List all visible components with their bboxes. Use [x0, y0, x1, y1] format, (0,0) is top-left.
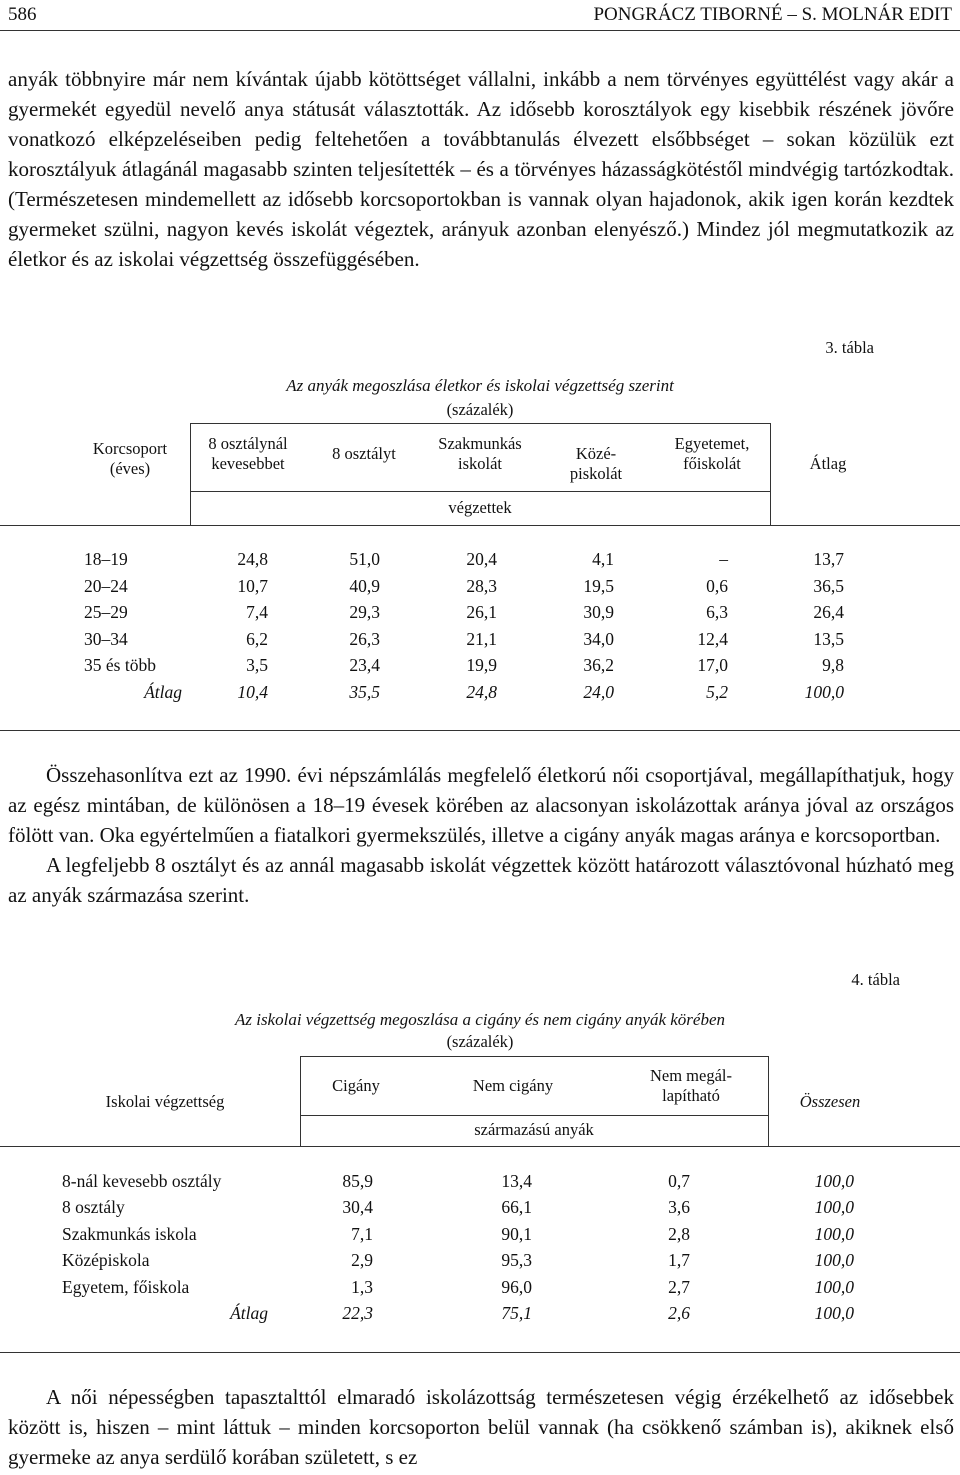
paragraph-2b-text: A legfeljebb 8 osztályt és az annál magasabb iskolát végzettek között határozott választóvonal húzható meg az anyák származása szerint.	[8, 853, 954, 907]
table-3-header-span: végzettek	[448, 498, 512, 517]
table-4-unit: (százalék)	[446, 1032, 514, 1051]
table-3-cell: 36,2	[583, 655, 614, 676]
table-3-unit: (százalék)	[446, 400, 514, 419]
table-4-cell: 100,0	[814, 1303, 854, 1323]
table-3-cell: 40,9	[349, 575, 380, 596]
table-3-header-bottom-rule	[0, 525, 960, 526]
table-3-bottom-rule	[0, 730, 960, 731]
paragraph-3	[8, 1382, 954, 1472]
table-4-row-label: Középiskola	[62, 1250, 150, 1271]
table-4-row-label: 8 osztály	[62, 1197, 125, 1218]
table-3-cell: 26,1	[466, 602, 497, 623]
table-3-header-col3: Szakmunkás iskolát	[438, 434, 522, 473]
table-4-cell: 100,0	[814, 1223, 854, 1244]
table-4-cell: 1,7	[668, 1250, 690, 1271]
table-3-span-rule	[190, 491, 770, 492]
table-4-cell: 2,7	[668, 1276, 690, 1297]
paragraph-2	[8, 760, 954, 910]
table-4-cell: 100,0	[814, 1250, 854, 1271]
table-3-cell: 24,8	[237, 549, 268, 569]
table-4-top-rule	[300, 1056, 768, 1057]
table-3-header-col2: 8 osztályt	[332, 444, 396, 463]
table-3-cell: 35,5	[349, 682, 380, 702]
table-3-cell: 24,8	[466, 682, 497, 702]
paragraph-2-text: Összehasonlítva ezt az 1990. évi népszámlálás megfelelő életkorú női csoportjával, megállapíthatjuk, hogy az egész mintában, de különösen a 18–19 évesek körében az alacsonyan iskolázottak aránya jóval az országos fölött van. Oka egyértelműen a fiatalkori gyermekszülés, illetve a cigány anyák magas aránya e korcsoportban.	[8, 763, 954, 847]
table-4-header-span: származású anyák	[474, 1120, 594, 1139]
table-3-header-age: Korcsoport (éves)	[92, 439, 168, 478]
table-3-row-label: 30–34	[84, 628, 128, 649]
table-3-cell: 10,7	[237, 575, 268, 596]
table-3-row-label: 25–29	[84, 602, 128, 623]
table-3-number: 3. tábla	[825, 338, 874, 357]
table-4-cell: 2,8	[668, 1223, 690, 1244]
table-3-cell: 3,5	[246, 655, 268, 676]
paragraph-1	[8, 64, 954, 274]
table-3-cell: 30,9	[583, 602, 614, 623]
table-3-cell: 9,8	[822, 655, 844, 676]
table-4-cell: 2,9	[351, 1250, 373, 1271]
table-3-cell: –	[719, 549, 728, 569]
table-4-cell: 100,0	[814, 1171, 854, 1191]
table-3-cell: 13,5	[813, 628, 844, 649]
table-4-header-col1: Cigány	[332, 1076, 380, 1095]
table-4-cell: 100,0	[814, 1276, 854, 1297]
table-3-cell: 28,3	[466, 575, 497, 596]
table-4-header-col2: Nem cigány	[472, 1076, 554, 1095]
table-4-span-rule	[300, 1115, 768, 1116]
table-3-cell: 19,5	[583, 575, 614, 596]
table-3-cell: 13,7	[813, 549, 844, 569]
table-3-cell: 29,3	[349, 602, 380, 623]
table-3-cell: 7,4	[246, 602, 268, 623]
table-4-row-label: Egyetem, főiskola	[62, 1276, 190, 1297]
table-3-cell: 0,6	[706, 575, 728, 596]
table-4-header-bottom-rule	[0, 1146, 960, 1147]
table-4-row-label: Átlag	[230, 1303, 268, 1323]
table-4-bottom-rule	[0, 1352, 960, 1353]
table-3-header-col1: 8 osztálynál kevesebbet	[208, 434, 288, 473]
table-3-cell: 4,1	[592, 549, 614, 569]
table-3-cell: 20,4	[466, 549, 497, 569]
table-3-cell: 21,1	[466, 628, 497, 649]
table-3-cell: 12,4	[697, 628, 728, 649]
table-3-caption: Az anyák megoszlása életkor és iskolai végzettség szerint	[286, 376, 674, 395]
table-3-row-label: 18–19	[84, 549, 128, 569]
table-4-cell: 90,1	[501, 1223, 532, 1244]
table-3-header-col6: Átlag	[809, 454, 847, 473]
table-4-header-label: Iskolai végzettség	[105, 1092, 225, 1111]
table-4-caption: Az iskolai végzettség megoszlása a cigány és nem cigány anyák körében	[234, 1010, 726, 1029]
table-4-cell: 3,6	[668, 1197, 690, 1218]
table-3-cell: 23,4	[349, 655, 380, 676]
table-4-cell: 2,6	[668, 1303, 690, 1323]
table-3-cell: 26,4	[813, 602, 844, 623]
table-4-cell: 95,3	[501, 1250, 532, 1271]
table-4-cell: 85,9	[342, 1171, 373, 1191]
header-rule	[0, 30, 960, 31]
table-3-cell: 6,3	[706, 602, 728, 623]
table-4-header-col4: Összesen	[799, 1092, 861, 1111]
table-4-cell: 22,3	[342, 1303, 373, 1323]
table-4-cell: 7,1	[351, 1223, 373, 1244]
table-4-header-col3: Nem megál- lapítható	[649, 1066, 732, 1105]
table-3-cell: 34,0	[583, 628, 614, 649]
table-3-cell: 17,0	[697, 655, 728, 676]
table-4-cell: 96,0	[501, 1276, 532, 1297]
table-3-top-rule	[190, 423, 770, 424]
table-4-cell: 0,7	[668, 1171, 690, 1191]
table-4-cell: 75,1	[501, 1303, 532, 1323]
paragraph-1-text: anyák többnyire már nem kívántak újabb kötöttséget vállalni, inkább a nem törvényes együttélést vagy akár a gyermekét egyedül nevelő anya státusát választották. Az idősebb korosztályok egy kisebbik részének jövőre vonatkozó elképzeléseiben pedig feltehetően a továbbtanulás élvezett elsőbbséget – sokan közülük ezt korosztályuk átlagánál magasabb szinten teljesítették – és a törvényes házasságkötéstől mindvégig tartózkodtak. (Természetesen mindemellett az idősebb korcsoportokban is vannak olyan hajadonok, akik igen korán kezdtek gyermeket szülni, nagyon kevés iskolát végeztek, arányuk azonban elenyésző.) Mindez jól megmutatkozik az életkor és az iskolai végzettség összefüggésében.	[8, 67, 954, 271]
table-3-cell: 10,4	[237, 682, 268, 702]
table-3-vrule-right	[770, 423, 771, 525]
table-4-cell: 30,4	[342, 1197, 373, 1218]
table-3-cell: 100,0	[804, 682, 844, 702]
page-number: 586	[8, 4, 37, 25]
table-3-cell: 19,9	[466, 655, 497, 676]
table-3-cell: 51,0	[349, 549, 380, 569]
table-3-row-label: Átlag	[144, 682, 182, 702]
table-3-header-col5: Egyetemet, főiskolát	[674, 434, 750, 473]
table-3-cell: 5,2	[706, 682, 728, 702]
table-4-cell: 100,0	[814, 1197, 854, 1218]
table-4-cell: 13,4	[501, 1171, 532, 1191]
table-4-row-label: Szakmunkás iskola	[62, 1223, 197, 1244]
table-3-row-label: 20–24	[84, 575, 128, 596]
table-4-cell: 1,3	[351, 1276, 373, 1297]
paragraph-3-text: A női népességben tapasztalttól elmaradó iskolázottság természetesen végig érzékelhető az idősebbek között is, hiszen – mint láttuk – minden korcsoporton belül vannak (ha csökkenő számban is), akiknek első gyermeke az anya serdülő korában született, s ez	[8, 1385, 954, 1469]
table-3-header-col4: Közé- piskolát	[569, 444, 623, 483]
table-3-row-label: 35 és több	[84, 655, 156, 676]
running-title: PONGRÁCZ TIBORNÉ – S. MOLNÁR EDIT	[593, 4, 952, 25]
table-4-row-label: 8-nál kevesebb osztály	[62, 1171, 222, 1191]
table-4-cell: 66,1	[501, 1197, 532, 1218]
table-3-cell: 26,3	[349, 628, 380, 649]
table-3-cell: 24,0	[583, 682, 614, 702]
table-3-cell: 6,2	[246, 628, 268, 649]
table-3-cell: 36,5	[813, 575, 844, 596]
table-4-number: 4. tábla	[851, 970, 900, 989]
